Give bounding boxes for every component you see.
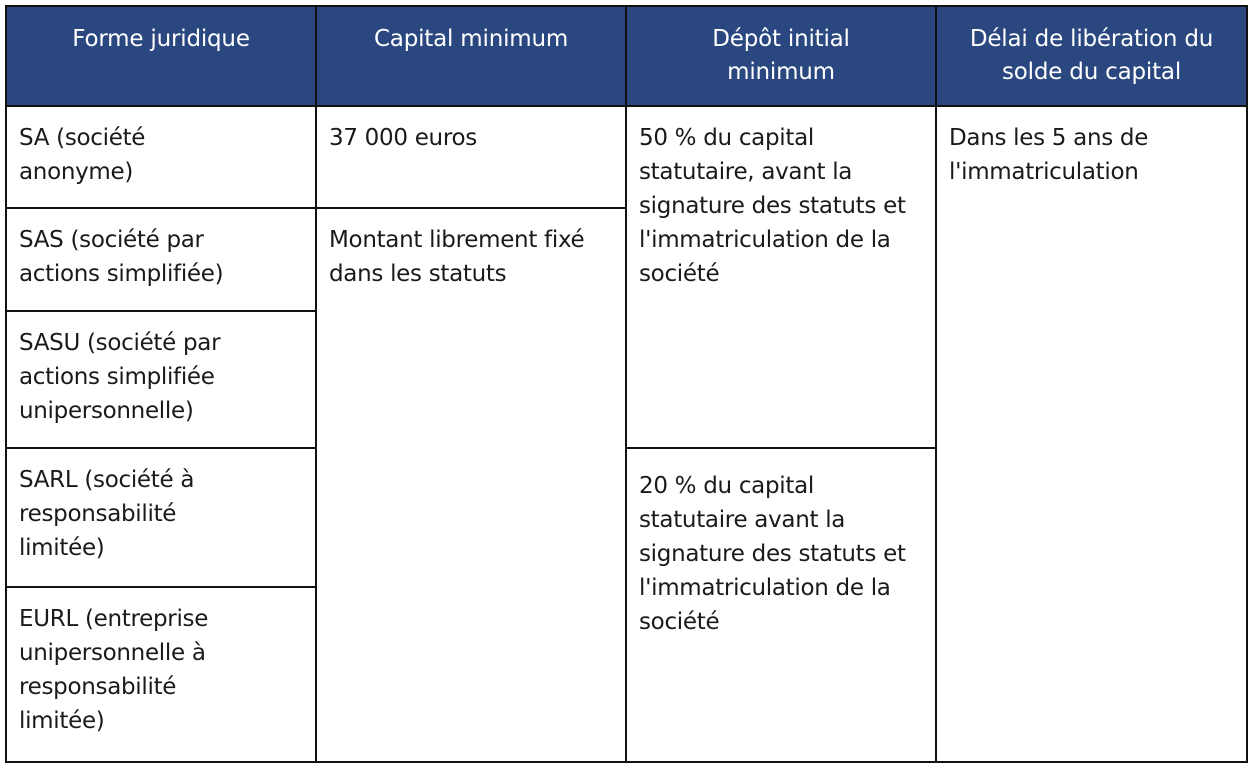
cell-depot-50: 50 % du capital statutaire, avant la signature des statuts et l'immatriculation de la société [626,106,936,448]
cell-delai-liberation: Dans les 5 ans de l'immatriculation [936,106,1247,762]
cell-forme-sas: SAS (société par actions simplifiée) [6,208,316,310]
header-depot-initial: Dépôt initial minimum [626,6,936,106]
table-row [6,106,1247,208]
cell-forme-sasu: SASU (société par actions simplifiée unipersonnelle) [6,311,316,448]
cell-forme-sarl: SARL (société à responsabilité limitée) [6,448,316,587]
header-row [6,6,1247,106]
cell-capital-others: Montant librement fixé dans les statuts [316,208,626,762]
cell-forme-eurl: EURL (entreprise unipersonnelle à responsabilité limitée) [6,587,316,762]
legal-forms-table [5,5,1248,763]
header-capital-minimum: Capital minimum [316,6,626,106]
cell-depot-20: 20 % du capital statutaire avant la signature des statuts et l'immatriculation de la société [626,448,936,762]
header-delai-liberation: Délai de libération du solde du capital [936,6,1247,106]
cell-forme-sa: SA (société anonyme) [6,106,316,208]
header-forme-juridique: Forme juridique [6,6,316,106]
cell-capital-sa: 37 000 euros [316,106,626,208]
